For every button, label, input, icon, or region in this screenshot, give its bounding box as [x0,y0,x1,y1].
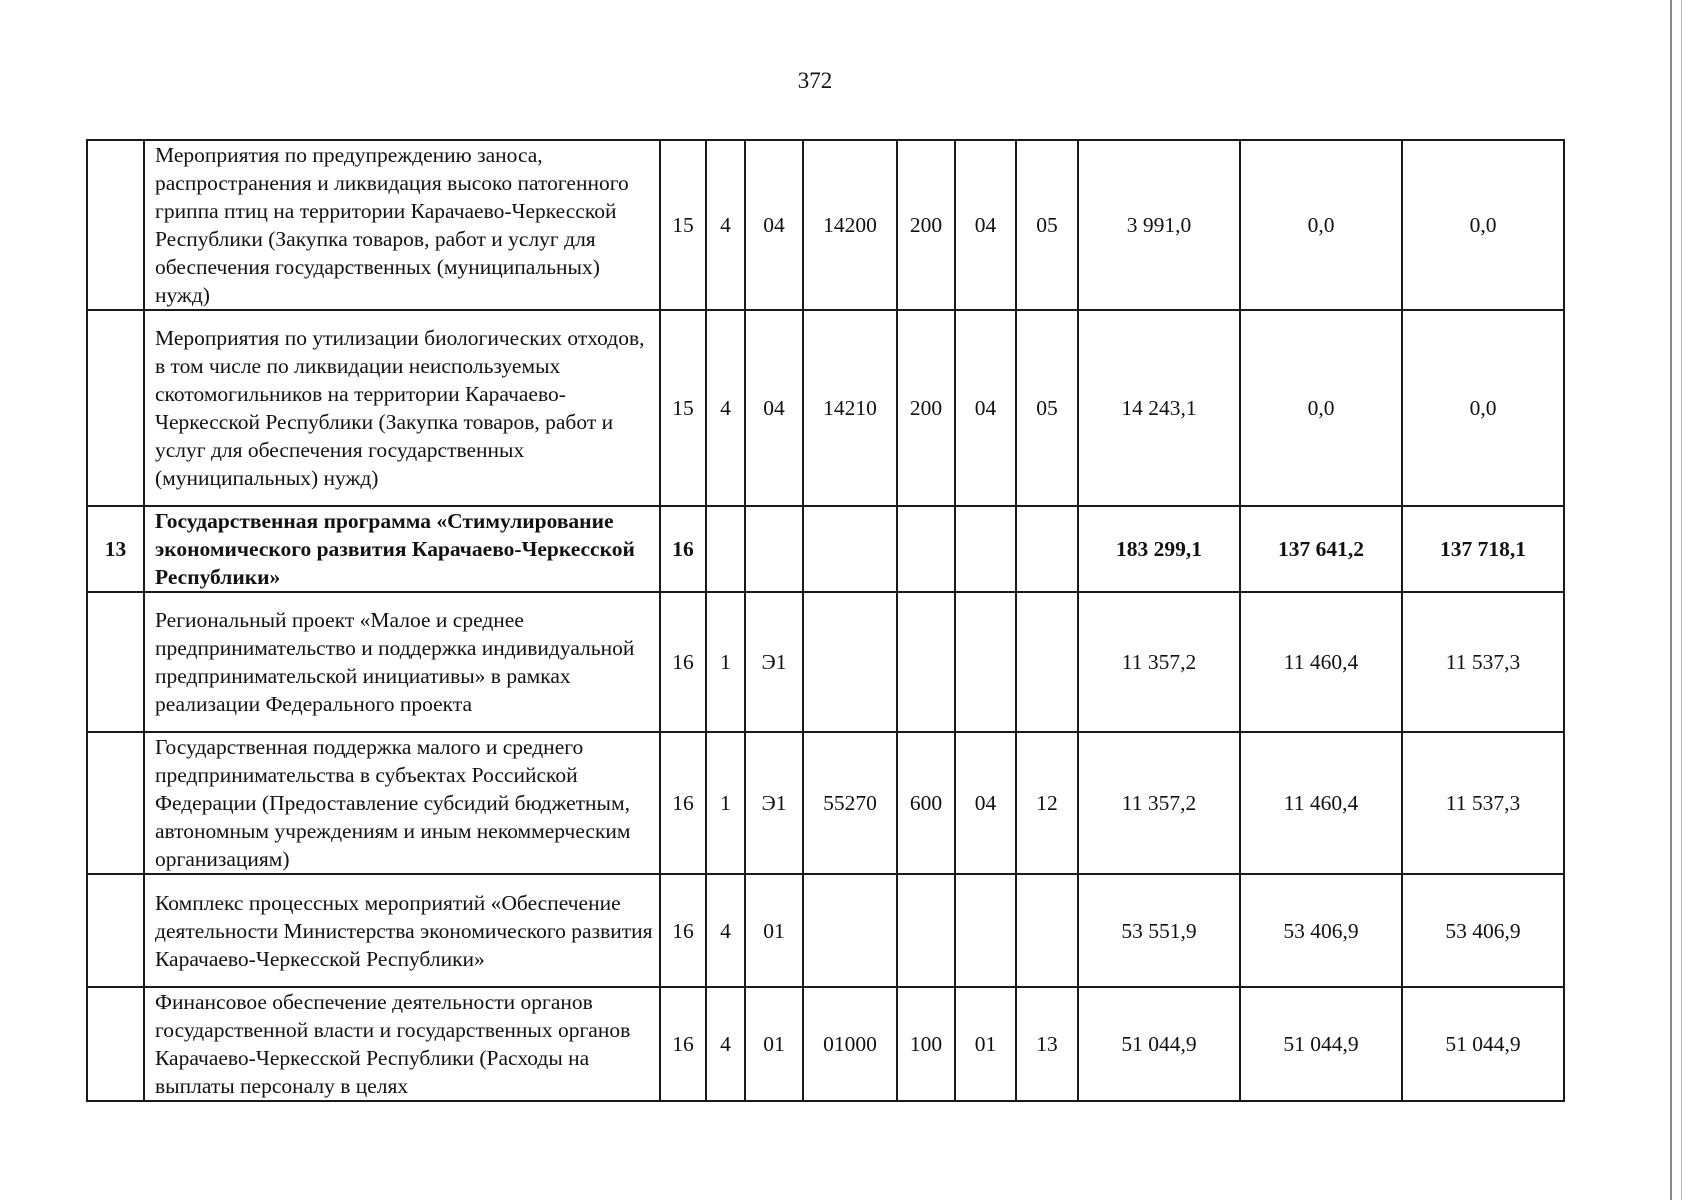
table-row [87,987,1564,1101]
code-rz [955,506,1016,592]
amount-year-2: 53 406,9 [1240,874,1402,987]
row-name: Комплекс процессных мероприятий «Обеспечение деятельности Министерства экономического развития Карачаево-Черкесской Республики» [144,874,660,987]
table-row [87,592,1564,732]
row-number: 13 [87,506,144,592]
amount-year-2: 0,0 [1240,310,1402,506]
row-name: Региональный проект «Малое и среднее предпринимательство и поддержка индивидуальной предпринимательской инициативы» в рамках реализации Федерального проекта [144,592,660,732]
code-type: 4 [706,310,745,506]
amount-year-3: 0,0 [1402,310,1564,506]
budget-table [86,139,1565,1102]
amount-year-3: 51 044,9 [1402,987,1564,1101]
code-pr: 13 [1016,987,1078,1101]
amount-year-3: 11 537,3 [1402,592,1564,732]
code-type: 1 [706,592,745,732]
code-direction: 14210 [803,310,897,506]
code-pr: 05 [1016,310,1078,506]
code-type [706,506,745,592]
code-pr [1016,592,1078,732]
amount-year-1: 11 357,2 [1078,592,1240,732]
code-gp: 16 [660,987,706,1101]
table-row [87,140,1564,310]
code-type: 4 [706,987,745,1101]
code-gp: 15 [660,310,706,506]
table-row [87,732,1564,874]
amount-year-1: 183 299,1 [1078,506,1240,592]
code-direction [803,506,897,592]
scan-edge-line [1681,0,1682,1200]
code-vr [897,506,955,592]
code-type: 4 [706,874,745,987]
amount-year-2: 11 460,4 [1240,592,1402,732]
amount-year-2: 11 460,4 [1240,732,1402,874]
code-vr: 200 [897,310,955,506]
code-project: Э1 [745,732,803,874]
amount-year-1: 51 044,9 [1078,987,1240,1101]
code-vr: 100 [897,987,955,1101]
row-name: Государственная поддержка малого и среднего предпринимательства в субъектах Российской Федерации (Предоставление субсидий бюджетным, автономным учреждениям и иным некоммерческим организациям) [144,732,660,874]
row-number [87,310,144,506]
amount-year-3: 137 718,1 [1402,506,1564,592]
amount-year-3: 53 406,9 [1402,874,1564,987]
code-direction: 14200 [803,140,897,310]
amount-year-3: 11 537,3 [1402,732,1564,874]
amount-year-3: 0,0 [1402,140,1564,310]
amount-year-2: 137 641,2 [1240,506,1402,592]
code-gp: 15 [660,140,706,310]
code-pr [1016,874,1078,987]
code-direction: 55270 [803,732,897,874]
code-project [745,506,803,592]
row-number [87,987,144,1101]
code-rz: 01 [955,987,1016,1101]
row-name: Мероприятия по предупреждению заноса, распространения и ликвидация высоко патогенного гриппа птиц на территории Карачаево-Черкесской Республики (Закупка товаров, работ и услуг для обеспечения государственных (муниципальных) нужд) [144,140,660,310]
row-number [87,592,144,732]
code-direction [803,592,897,732]
code-rz: 04 [955,310,1016,506]
code-vr [897,874,955,987]
amount-year-1: 14 243,1 [1078,310,1240,506]
code-type: 1 [706,732,745,874]
code-direction: 01000 [803,987,897,1101]
row-name: Государственная программа «Стимулирование экономического развития Карачаево-Черкесской Республики» [144,506,660,592]
code-rz: 04 [955,732,1016,874]
code-project: 01 [745,987,803,1101]
code-gp: 16 [660,592,706,732]
code-rz: 04 [955,140,1016,310]
code-gp: 16 [660,732,706,874]
amount-year-2: 0,0 [1240,140,1402,310]
code-vr: 600 [897,732,955,874]
code-pr [1016,506,1078,592]
code-project: 04 [745,310,803,506]
amount-year-2: 51 044,9 [1240,987,1402,1101]
code-rz [955,874,1016,987]
table-row [87,310,1564,506]
row-name: Финансовое обеспечение деятельности органов государственной власти и государственных органов Карачаево-Черкесской Республики (Расходы на выплаты персоналу в целях [144,987,660,1101]
code-project: Э1 [745,592,803,732]
table-row [87,506,1564,592]
table-body [87,140,1564,1101]
row-number [87,140,144,310]
amount-year-1: 3 991,0 [1078,140,1240,310]
row-number [87,732,144,874]
code-gp: 16 [660,506,706,592]
scan-edge-line [1670,0,1672,1200]
row-number [87,874,144,987]
code-direction [803,874,897,987]
code-gp: 16 [660,874,706,987]
code-pr: 12 [1016,732,1078,874]
table-row [87,874,1564,987]
code-type: 4 [706,140,745,310]
code-pr: 05 [1016,140,1078,310]
code-project: 01 [745,874,803,987]
code-rz [955,592,1016,732]
row-name: Мероприятия по утилизации биологических отходов, в том числе по ликвидации неиспользуемых скотомогильников на территории Карачаево-Черкесской Республики (Закупка товаров, работ и услуг для обеспечения государственных (муниципальных) нужд) [144,310,660,506]
page-number: 372 [797,68,833,93]
code-vr: 200 [897,140,955,310]
code-vr [897,592,955,732]
amount-year-1: 53 551,9 [1078,874,1240,987]
code-project: 04 [745,140,803,310]
amount-year-1: 11 357,2 [1078,732,1240,874]
